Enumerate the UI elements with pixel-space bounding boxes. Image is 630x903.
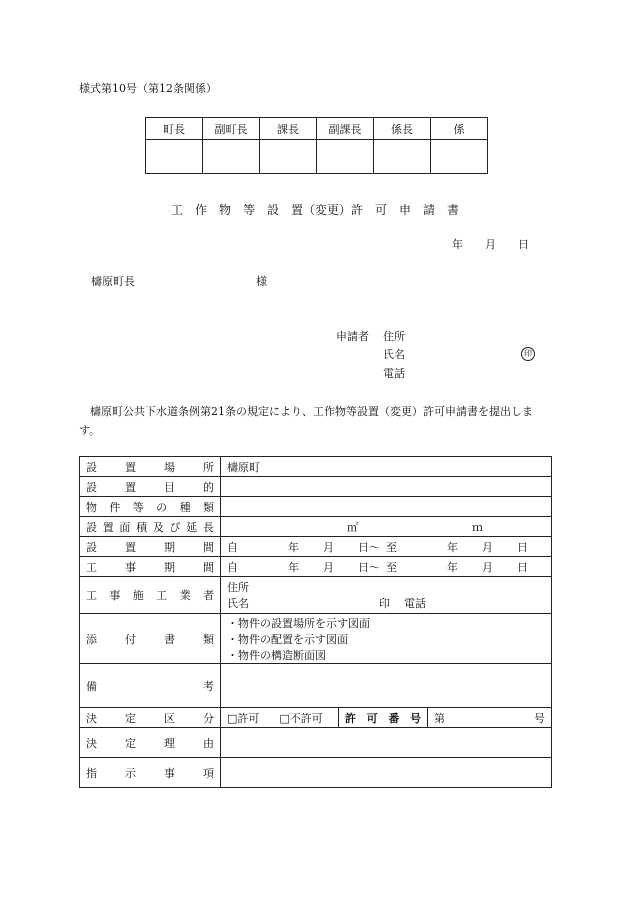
approval-header: 副課長 (317, 118, 374, 140)
application-table (79, 456, 552, 788)
permit-number-label: 許 可 番 号 (345, 711, 421, 725)
date-line: 年 月 日 (452, 238, 529, 251)
stamp-cell[interactable] (146, 140, 203, 174)
row-label-period: 設 置 期 間 (86, 540, 214, 554)
row-label-reason: 決 定 理 由 (86, 736, 214, 750)
applicant-address-label: 住所 (383, 330, 405, 343)
body-text: 檮原町公共下水道条例第21条の規定により、工作物等設置（変更）許可申請書を提出します。 (79, 405, 533, 437)
stamp-cell[interactable] (260, 140, 317, 174)
permit-checkbox[interactable]: □許可 (227, 711, 260, 725)
applicant-name-label: 氏名 (383, 348, 405, 361)
approval-stamp-table (145, 117, 488, 174)
row-label-contractor: 工 事 施 工 業 者 (86, 589, 214, 602)
approval-header: 町長 (146, 118, 203, 140)
row-label-kind: 物 件 等 の 種 類 (86, 500, 214, 514)
row-label-purpose: 設 置 目 的 (86, 480, 214, 494)
reason-value[interactable] (221, 728, 552, 758)
row-label-remarks: 備 考 (86, 679, 214, 693)
row-label-location: 設 置 場 所 (86, 460, 214, 474)
stamp-cell[interactable] (203, 140, 260, 174)
contractor-value[interactable]: 住所 氏名 印 電話 (221, 577, 552, 614)
approval-header: 副町長 (203, 118, 260, 140)
row-label-work-period: 工 事 期 間 (86, 560, 214, 574)
deny-checkbox[interactable]: □不許可 (279, 711, 323, 725)
seal-mark: 印 (521, 346, 535, 361)
applicant-label: 申請者 (336, 330, 369, 343)
applicant-phone-label: 電話 (383, 367, 405, 380)
honorific: 様 (256, 275, 267, 288)
instructions-value[interactable] (221, 758, 552, 788)
period-value[interactable]: 自 年 月 日〜 至 年 月 日 (221, 537, 552, 557)
row-label-instructions: 指 示 事 項 (86, 766, 214, 780)
purpose-value[interactable] (221, 477, 552, 497)
row-label-decision: 決 定 区 分 (86, 711, 214, 725)
addressee: 檮原町長 (91, 275, 135, 288)
row-label-attachments: 添 付 書 類 (86, 632, 214, 646)
approval-header: 係長 (374, 118, 431, 140)
work-period-value[interactable]: 自 年 月 日〜 至 年 月 日 (221, 557, 552, 577)
remarks-value[interactable] (221, 664, 552, 708)
attachments-value: ・物件の設置場所を示す図面 ・物件の配置を示す図面 ・物件の構造断面図 (221, 614, 552, 664)
document-title: 工 作 物 等 設 置（変更）許 可 申 請 書 (170, 203, 459, 217)
kind-value[interactable] (221, 497, 552, 517)
form-number: 様式第10号（第12条関係） (79, 82, 217, 95)
approval-header: 係 (431, 118, 488, 140)
location-value[interactable]: 檮原町 (221, 457, 552, 477)
stamp-cell[interactable] (431, 140, 488, 174)
approval-header: 課長 (260, 118, 317, 140)
permit-number-value[interactable]: 第 号 (428, 708, 552, 728)
area-value[interactable]: ㎡ ｍ (221, 517, 552, 537)
row-label-area: 設 置 面 積 及 び 延 長 (86, 520, 214, 534)
stamp-cell[interactable] (374, 140, 431, 174)
stamp-cell[interactable] (317, 140, 374, 174)
